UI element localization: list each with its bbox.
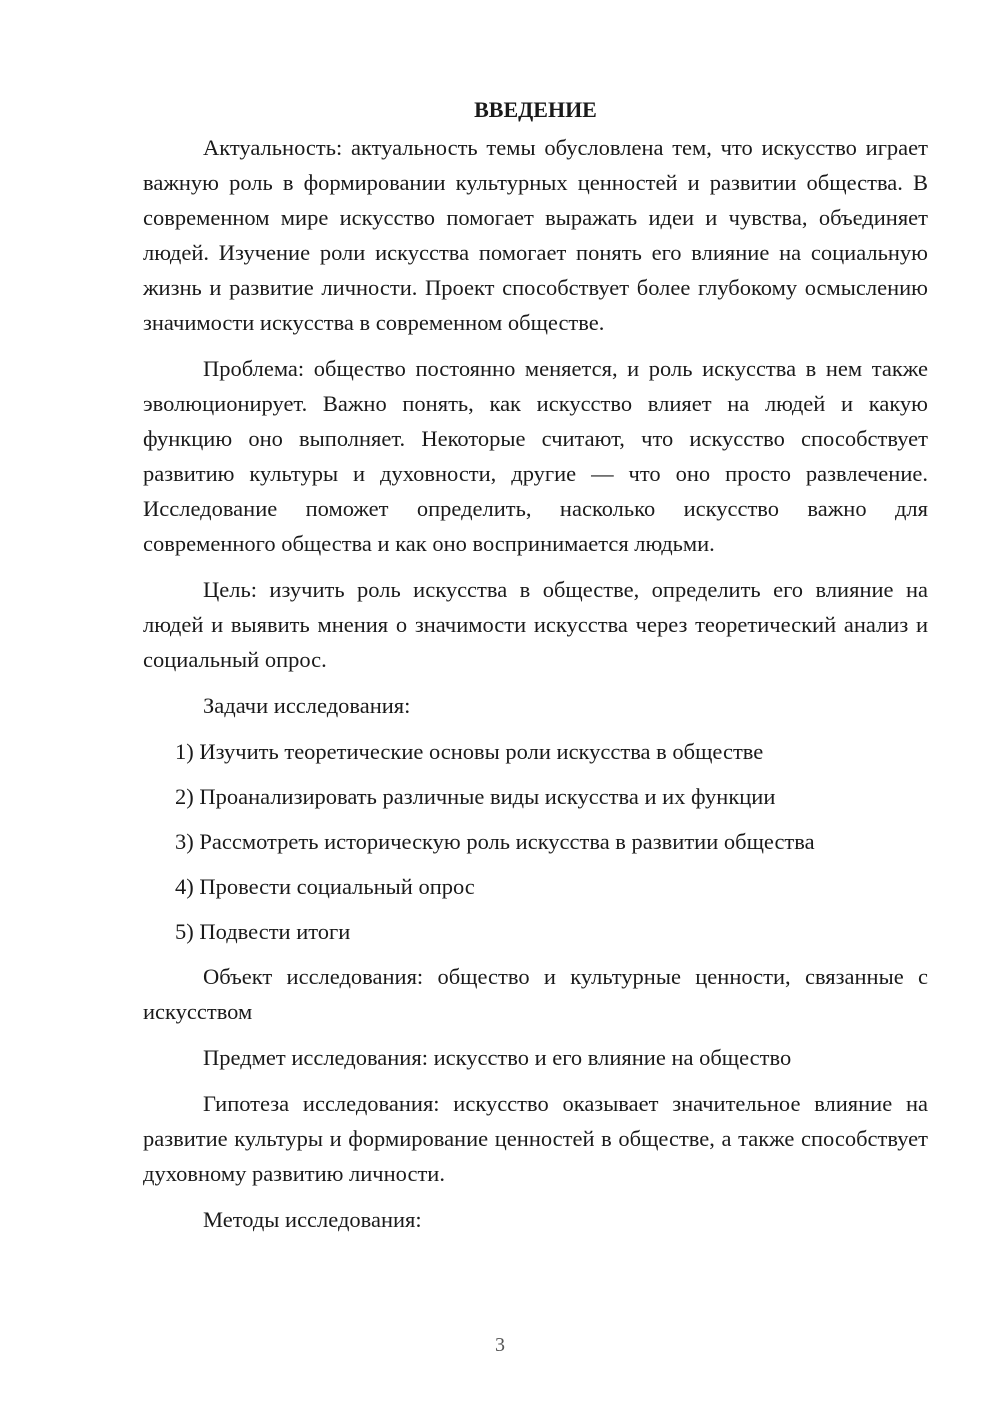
tasks-list [143,734,928,949]
problem-paragraph: Проблема: общество постоянно меняется, и роль искусства в нем также эволюционирует. Важно понять, как искусство влияет на людей и какую функцию оно выполняет. Некоторые считают, что искусство способствует развитию культуры и духовности, другие — что оно просто развлечение. Исследование поможет определить, насколько искусство важно для современного общества и как оно воспринимается людьми. [143,356,928,556]
goal-paragraph: Цель: изучить роль искусства в обществе, определить его влияние на людей и выявить мнения о значимости искусства через теоретический анализ и социальный опрос. [143,577,928,672]
list-item: 1) Изучить теоретические основы роли искусства в обществе [175,739,764,764]
hypothesis-paragraph: Гипотеза исследования: искусство оказывает значительное влияние на развитие культуры и формирование ценностей в обществе, а также способствует духовному развитию личности. [143,1091,928,1186]
list-item: 3) Рассмотреть историческую роль искусства в развитии общества [175,829,815,854]
subject-paragraph: Предмет исследования: искусство и его влияние на общество [203,1045,792,1070]
object-paragraph: Объект исследования: общество и культурные ценности, связанные с искусством [143,964,928,1024]
page-number: 3 [495,1334,505,1356]
tasks-title: Задачи исследования: [203,693,411,718]
list-item: 4) Провести социальный опрос [175,874,475,899]
list-item: 2) Проанализировать различные виды искусства и их функции [175,784,776,809]
methods-title: Методы исследования: [203,1207,422,1232]
relevance-paragraph: Актуальность: актуальность темы обусловлена тем, что искусство играет важную роль в формировании культурных ценностей и развитии общества. В современном мире искусство помогает выражать идеи и чувства, объединяет людей. Изучение роли искусства помогает понять его влияние на социальную жизнь и развитие личности. Проект способствует более глубокому осмыслению значимости искусства в современном обществе. [143,135,928,335]
list-item: 5) Подвести итоги [175,919,351,944]
section-heading: ВВЕДЕНИЕ [474,97,597,122]
document-page [143,94,928,1248]
